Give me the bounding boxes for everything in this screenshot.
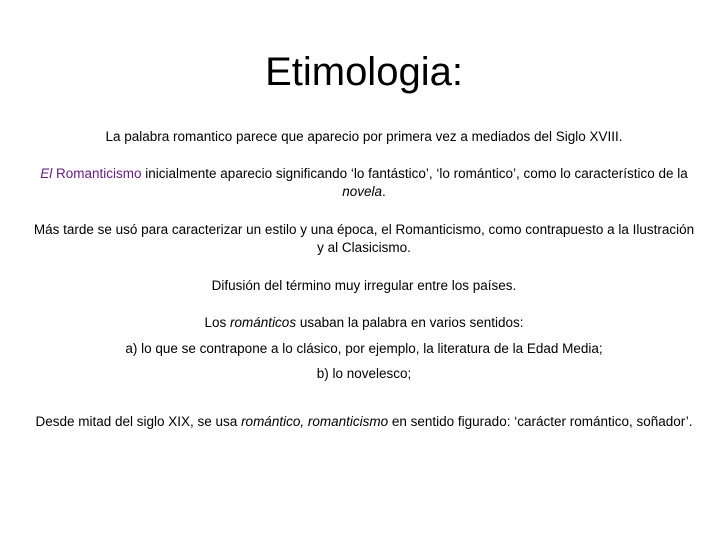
paragraph-romanticismo-end: . bbox=[382, 184, 386, 199]
word-el: El bbox=[40, 166, 53, 181]
paragraph-sense-b: b) lo novelesco; bbox=[316, 366, 412, 381]
paragraph-diffusion: Difusión del término muy irregular entre los países. bbox=[211, 278, 517, 293]
words-romantico-romanticismo: romántico, romanticismo bbox=[241, 414, 389, 429]
word-los: Los bbox=[204, 315, 231, 330]
paragraph-sense-a: a) lo que se contrapone a lo clásico, por ejemplo, la literatura de la Edad Media; bbox=[125, 341, 603, 356]
paragraph-later-use: Más tarde se usó para caracterizar un estilo y una época, el Romanticismo, como contrapuesto a la Ilustración y al Clasicismo. bbox=[33, 222, 695, 255]
paragraph-origin: La palabra romantico parece que aparecio por primera vez a mediados del Siglo XVIII. bbox=[105, 129, 623, 144]
word-romanticos: románticos bbox=[230, 315, 297, 330]
paragraph-romanticos-text: usaban la palabra en varios sentidos: bbox=[296, 315, 524, 330]
paragraph-figurative-start: Desde mitad del siglo XIX, se usa bbox=[35, 414, 242, 429]
word-novela: novela bbox=[342, 184, 383, 199]
slide-title: Etimologia: bbox=[265, 50, 463, 94]
paragraph-figurative-use bbox=[30, 413, 698, 431]
paragraph-romanticismo-text: inicialmente aparecio significando ‘lo fantástico’, ‘lo romántico’, como lo característico de la bbox=[141, 166, 688, 181]
paragraph-romanticos-senses bbox=[34, 314, 694, 332]
paragraph-figurative-rest: en sentido figurado: ‘carácter romántico, soñador’. bbox=[388, 414, 693, 429]
paragraph-romanticismo-meaning bbox=[30, 165, 698, 201]
word-romanticismo: Romanticismo bbox=[55, 166, 142, 181]
